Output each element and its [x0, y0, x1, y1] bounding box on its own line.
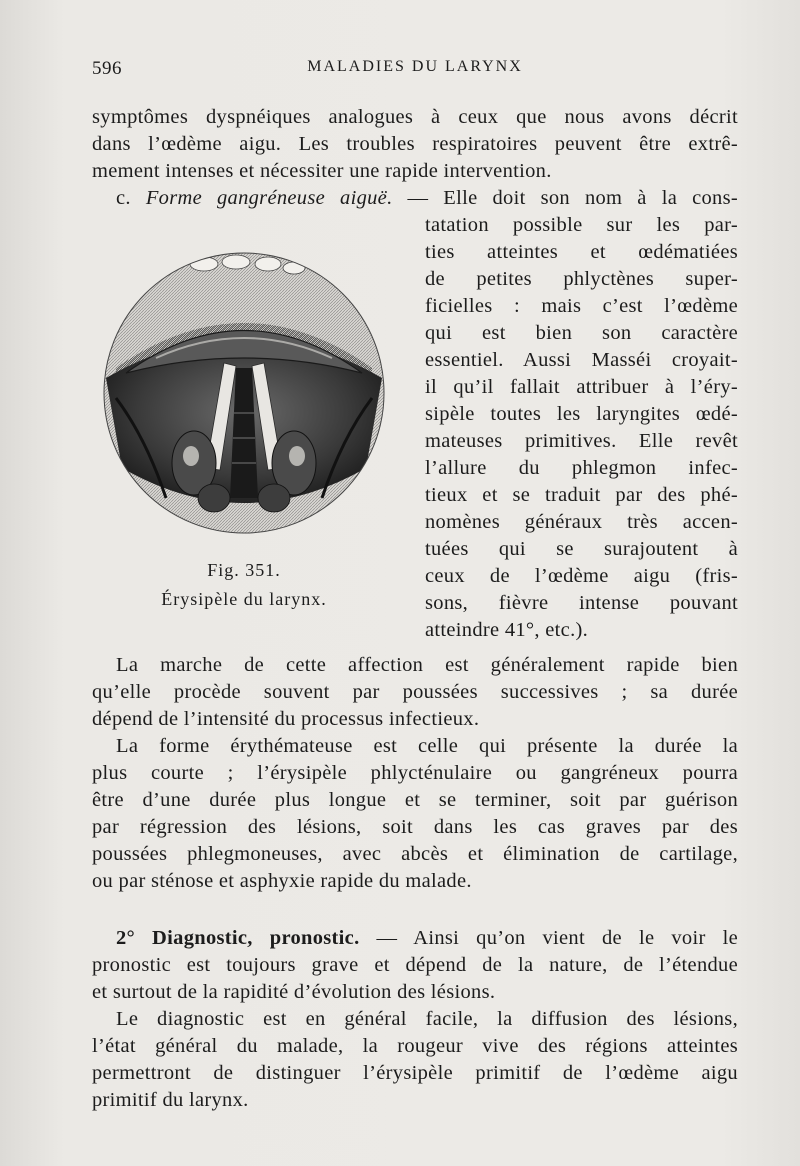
section-c-title: Forme gangréneuse aiguë. [145, 187, 393, 209]
text-line: ties atteintes et œdématiées [425, 241, 738, 263]
section-2 [92, 925, 738, 1006]
text-line: de petites phlyctènes super- [425, 268, 738, 290]
text-line: essentiel. Aussi Masséi croyait- [425, 349, 738, 371]
text-line: poussées phlegmoneuses, avec abcès et élimination de cartilage, [92, 843, 738, 865]
text-line: ceux de l’œdème aigu (fris- [425, 565, 738, 587]
text-line: sipèle toutes les laryngites œdé- [425, 403, 738, 425]
figure-caption: Érysipèle du larynx. [161, 589, 327, 609]
text-line: ficielles : mais c’est l’œdème [425, 295, 738, 317]
text-line: tatation possible sur les par- [425, 214, 738, 236]
text-line: être d’une durée plus longue et se terminer, soit par guérison [92, 789, 738, 811]
text-line: mement intenses et nécessiter une rapide intervention. [92, 160, 552, 182]
text-line: plus courte ; l’érysipèle phlycténulaire ou gangréneux pourra [92, 762, 738, 784]
text-line: l’état général du malade, la rougeur vive des régions atteintes [92, 1035, 738, 1057]
paragraph-diagnostic [92, 1006, 738, 1114]
text-line: La forme érythémateuse est celle qui présente la durée la [116, 735, 738, 757]
text-line: permettront de distinguer l’érysipèle primitif de l’œdème aigu [92, 1062, 738, 1084]
text-line: Le diagnostic est en général facile, la diffusion des lésions, [116, 1008, 738, 1030]
text-line: il qu’il fallait attribuer à l’éry- [425, 376, 738, 398]
section-c-line [92, 185, 738, 212]
text-line: par régression des lésions, soit dans les cas graves par des [92, 816, 738, 838]
text-line: atteindre 41°, etc.). [425, 619, 589, 641]
larynx-illustration [96, 238, 392, 538]
text-line: pronostic est toujours grave et dépend de la nature, de l’étendue [92, 954, 738, 976]
figure-number: Fig. 351. [207, 560, 281, 580]
page-number: 596 [92, 58, 122, 79]
text-line: symptômes dyspnéiques analogues à ceux que nous avons décrit [92, 106, 738, 128]
running-head: MALADIES DU LARYNX [307, 58, 523, 75]
section-2-first-line [92, 925, 738, 952]
section-c-heading [92, 185, 738, 212]
text-line: ou par sténose et asphyxie rapide du malade. [92, 870, 472, 892]
section-2-heading: 2° Diagnostic, pronostic. [116, 927, 360, 949]
text-line: et surtout de la rapidité d’évolution des lésions. [92, 981, 496, 1003]
right-column-text [425, 212, 738, 644]
text-line: qui est bien son caractère [425, 322, 738, 344]
page-header [92, 58, 738, 84]
text-line: La marche de cette affection est généralement rapide bien [116, 654, 738, 676]
text-line: tieux et se traduit par des phé- [425, 484, 738, 506]
text-line: qu’elle procède souvent par poussées successives ; sa durée [92, 681, 738, 703]
section-2-first-line-rest: — Ainsi qu’on vient de le voir le [376, 927, 738, 949]
text-line: primitif du larynx. [92, 1089, 249, 1111]
text-line: dans l’œdème aigu. Les troubles respiratoires peuvent être extrê- [92, 133, 738, 155]
text-line: tuées qui se surajoutent à [425, 538, 738, 560]
text-line: mateuses primitives. Elle revêt [425, 430, 738, 452]
paragraph-marche [92, 652, 738, 733]
section-c-dash-text: — Elle doit son nom à la cons- [407, 187, 738, 209]
top-paragraph [92, 104, 738, 185]
text-line: dépend de l’intensité du processus infectieux. [92, 708, 480, 730]
paragraph-forme [92, 733, 738, 895]
section-c-label: c. [116, 187, 131, 209]
text-line: sons, fièvre intense pouvant [425, 592, 738, 614]
text-line: nomènes généraux très accen- [425, 511, 738, 533]
text-line: l’allure du phlegmon infec- [425, 457, 738, 479]
